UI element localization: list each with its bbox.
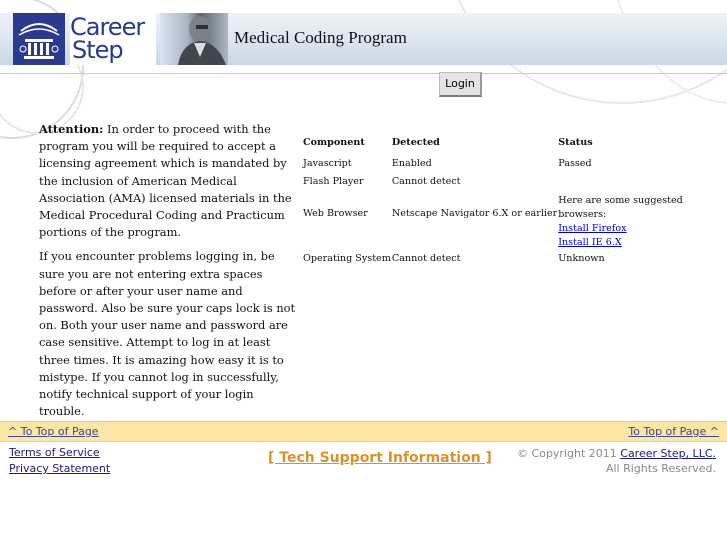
status-cell: Unknown [558,253,605,264]
back-to-top-bar [0,421,727,442]
to-top-link-left[interactable]: ^ To Top of Page [8,425,99,438]
detected-cell: Enabled [391,158,432,169]
install-ie-link[interactable]: Install IE 6.X [558,237,622,248]
attention-paragraph [39,121,297,241]
logo-wordmark [70,13,156,65]
tech-support-link[interactable]: [ Tech Support Information ] [268,450,492,466]
copyright-text: © Copyright 2011 [517,447,621,460]
install-firefox-link[interactable]: Install Firefox [558,223,627,234]
header-divider [0,73,727,74]
suggested-browsers-note: Here are some suggested browsers: [558,195,683,220]
privacy-statement-link[interactable]: Privacy Statement [9,462,111,475]
detected-cell: Cannot detect [391,253,461,264]
company-link[interactable]: Career Step, LLC. [620,447,716,460]
rights-text: All Rights Reserved. [605,462,716,475]
logo-line-step: Step [72,36,123,64]
column-header-component: Component [303,137,365,148]
login-button[interactable]: Login [439,72,482,97]
header-photo [160,13,228,65]
component-cell: Flash Player [303,176,364,187]
attention-label: Attention: [39,122,104,136]
login-help-paragraph: If you encounter problems logging in, be sure you are not entering extra spaces before or after your user name and password. Also be sure your caps lock is not on. Both your user name and password are case sensitive. Attempt to log in at least three times. It is amazing how easy it is to mistype. If you cannot log in successfully, notify technical support of your login trouble. [39,249,296,419]
program-title: Medical Coding Program [234,28,407,47]
detected-cell: Netscape Navigator 6.X or earlier [391,208,558,219]
person-with-headset-image [160,13,228,65]
table-row [302,158,712,176]
to-top-link-right[interactable]: To Top of Page ^ [628,425,719,438]
table-row [302,250,712,271]
table-row [302,176,712,194]
component-cell: Web Browser [303,208,368,219]
detected-cell: Cannot detect [391,176,461,187]
column-emblem-icon [13,13,65,65]
status-cell [557,176,712,194]
logo-emblem [13,13,65,65]
table-row [302,194,712,250]
header-banner [0,13,727,65]
status-cell [557,194,712,250]
logo-line-career: Career [70,13,145,41]
system-check-table [302,137,712,271]
attention-text: In order to proceed with the program you will be required to accept a licensing agreement which is mandated by the inclusion of American Medical Association (AMA) licensed materials in the Medical Procedural Coding and Practicum portions of the program. [39,122,292,240]
column-header-detected: Detected [391,137,440,148]
column-header-status: Status [558,137,593,148]
status-cell: Passed [558,158,592,169]
component-cell: Javascript [303,158,352,169]
login-notice [39,121,297,427]
component-cell: Operating System [303,253,391,264]
copyright-notice [517,446,716,476]
terms-of-service-link[interactable]: Terms of Service [9,446,100,459]
table-header-row [302,137,712,158]
